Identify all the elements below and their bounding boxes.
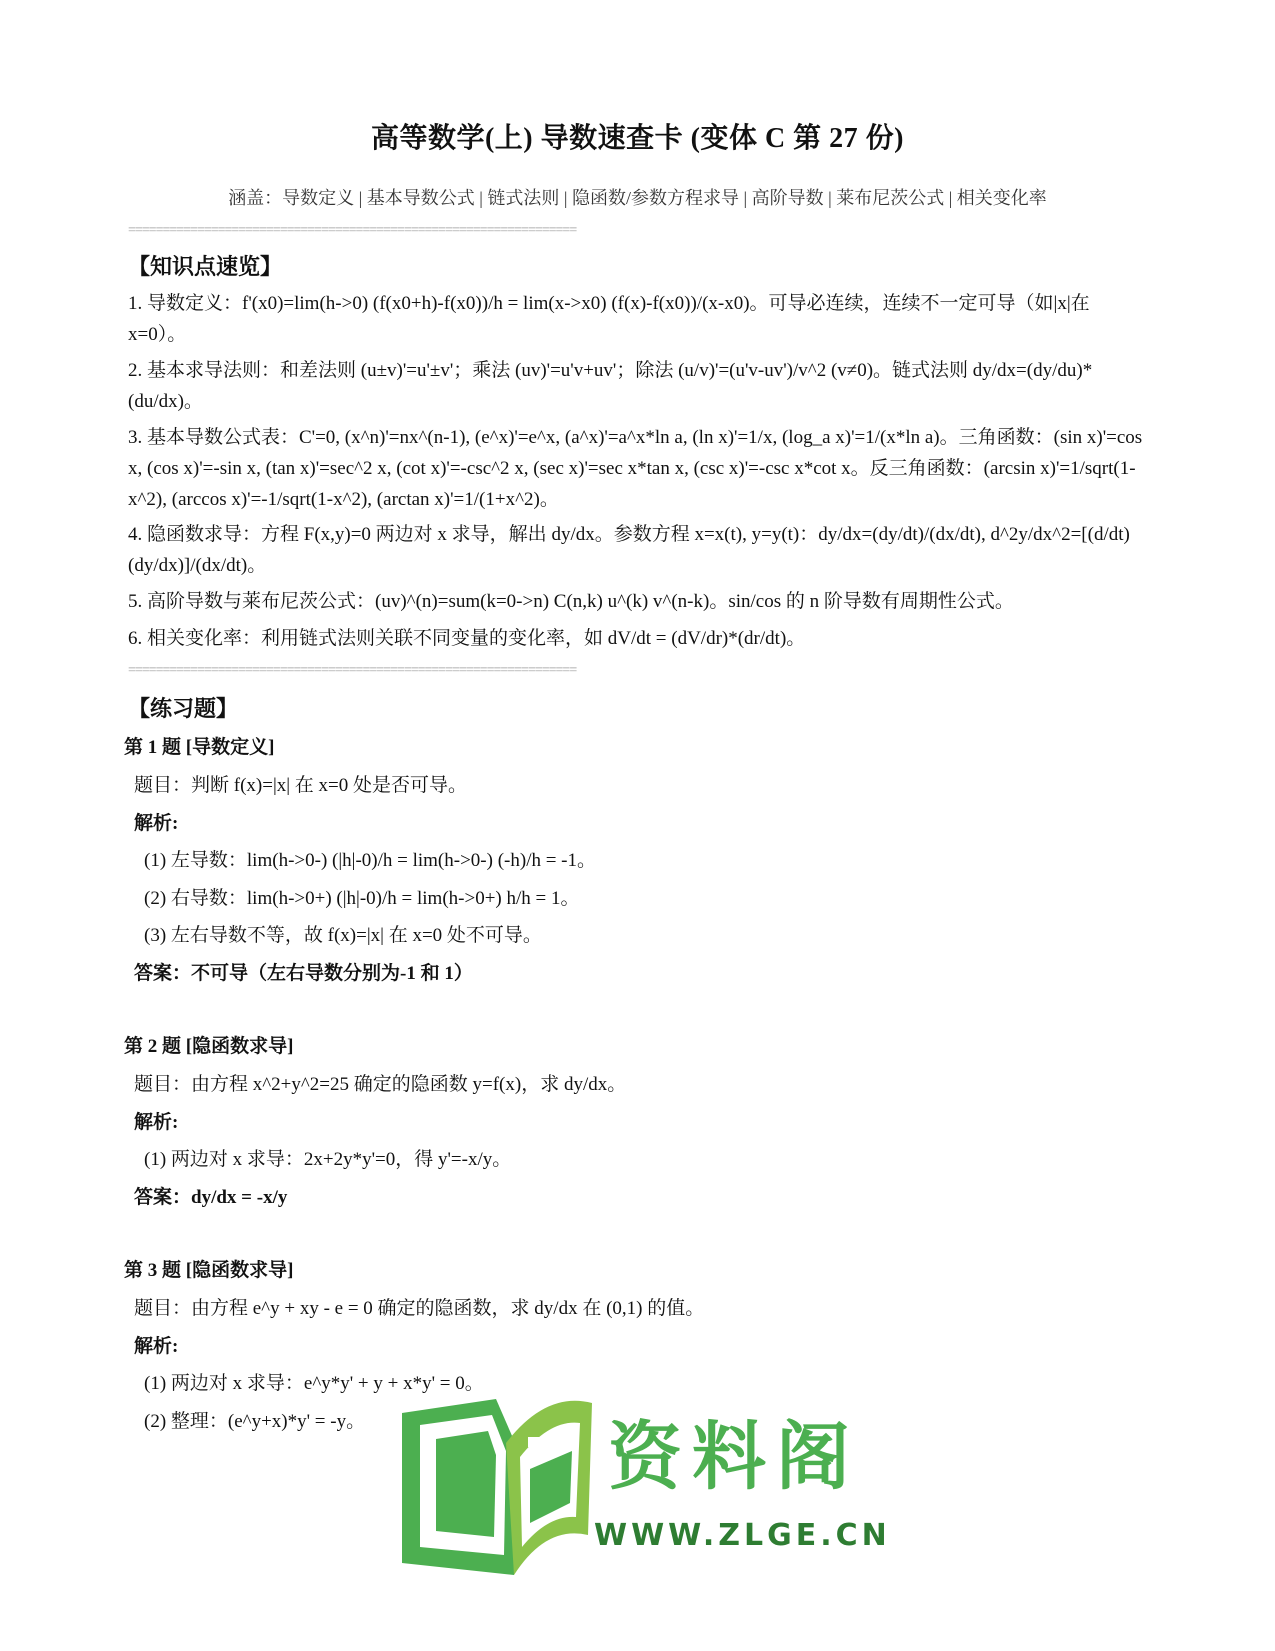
analysis-step: (1) 两边对 x 求导：e^y*y' + y + x*y' = 0。 xyxy=(144,1373,484,1394)
knowledge-item-4: 4. 隐函数求导：方程 F(x,y)=0 两边对 x 求导，解出 dy/dx。参数方程 x=x(t), y=y(t)：dy/dx=(dy/dt)/(dx/dt), d^2y/dx^2=[(d/dt)(dy/dx)]/(dx/dt)。 xyxy=(128,524,1130,576)
problem-answer: 答案：dy/dx = -x/y xyxy=(134,1187,288,1208)
problem-question: 题目：由方程 x^2+y^2=25 确定的隐函数 y=f(x)，求 dy/dx。 xyxy=(134,1074,627,1095)
separator-line: ================================================================= xyxy=(128,223,577,238)
problem-title: 第 2 题 [隐函数求导] xyxy=(124,1036,294,1057)
page-subtitle: 涵盖：导数定义 | 基本导数公式 | 链式法则 | 隐函数/参数方程求导 | 高阶导数 | 莱布尼茨公式 | 相关变化率 xyxy=(228,188,1047,208)
problem-question: 题目：由方程 e^y + xy - e = 0 确定的隐函数，求 dy/dx 在 (0,1) 的值。 xyxy=(134,1298,705,1319)
problem-answer: 答案：不可导（左右导数分别为-1 和 1） xyxy=(134,963,473,984)
knowledge-item-2: 2. 基本求导法则：和差法则 (u±v)'=u'±v'；乘法 (uv)'=u'v+uv'；除法 (u/v)'=(u'v-uv')/v^2 (v≠0)。链式法则 dy/dx=(dy/du)*(du/dx)。 xyxy=(128,360,1093,412)
analysis-step: (1) 左导数：lim(h->0-) (|h|-0)/h = lim(h->0-) (-h)/h = -1。 xyxy=(144,850,597,871)
problem-question: 题目：判断 f(x)=|x| 在 x=0 处是否可导。 xyxy=(134,775,468,796)
knowledge-item-6: 6. 相关变化率：利用链式法则关联不同变量的变化率，如 dV/dt = (dV/dr)*(dr/dt)。 xyxy=(128,628,806,649)
practice-heading: 【练习题】 xyxy=(128,696,239,721)
analysis-step: (3) 左右导数不等，故 f(x)=|x| 在 x=0 处不可导。 xyxy=(144,925,542,946)
knowledge-item-5: 5. 高阶导数与莱布尼茨公式：(uv)^(n)=sum(k=0->n) C(n,k) u^(k) v^(n-k)。sin/cos 的 n 阶导数有周期性公式。 xyxy=(128,591,1014,612)
analysis-label: 解析: xyxy=(134,1112,179,1133)
problem-title: 第 3 题 [隐函数求导] xyxy=(124,1260,294,1281)
knowledge-item-3: 3. 基本导数公式表：C'=0, (x^n)'=nx^(n-1), (e^x)'=e^x, (a^x)'=a^x*ln a, (ln x)'=1/x, (log_a x)'=1/(x*ln a)。三角函数：(sin x)'=cos x, (cos x)'=-sin x, (tan x)'=sec^2 x, (cot x)'=-csc^2 x, (sec x)'=sec x*tan x, (csc x)'=-csc x*cot x。反三角函数：(arcsin x)'=1/sqrt(1-x^2), (arccos x)'=-1/sqrt(1-x^2), (arctan x)'=1/(1+x^2)。 xyxy=(128,427,1143,510)
page-title: 高等数学(上) 导数速查卡 (变体 C 第 27 份) xyxy=(370,123,905,154)
knowledge-item-1: 1. 导数定义：f'(x0)=lim(h->0) (f(x0+h)-f(x0))/h = lim(x->x0) (f(x)-f(x0))/(x-x0)。可导必连续，连续不一定可导（如|x|在 x=0）。 xyxy=(128,293,1090,345)
analysis-step: (2) 右导数：lim(h->0+) (|h|-0)/h = lim(h->0+) h/h = 1。 xyxy=(144,888,580,909)
analysis-step: (1) 两边对 x 求导：2x+2y*y'=0，得 y'=-x/y。 xyxy=(144,1149,512,1170)
knowledge-heading: 【知识点速览】 xyxy=(128,254,283,279)
watermark-url: WWW.ZLGE.CN xyxy=(594,1518,891,1553)
problem-title: 第 1 题 [导数定义] xyxy=(124,737,275,758)
analysis-label: 解析: xyxy=(134,1336,179,1357)
watermark-name: 资料阁 xyxy=(608,1414,860,1500)
analysis-step: (2) 整理：(e^y+x)*y' = -y。 xyxy=(144,1411,366,1432)
separator-line: ================================================================= xyxy=(128,663,577,678)
analysis-label: 解析: xyxy=(134,813,179,834)
